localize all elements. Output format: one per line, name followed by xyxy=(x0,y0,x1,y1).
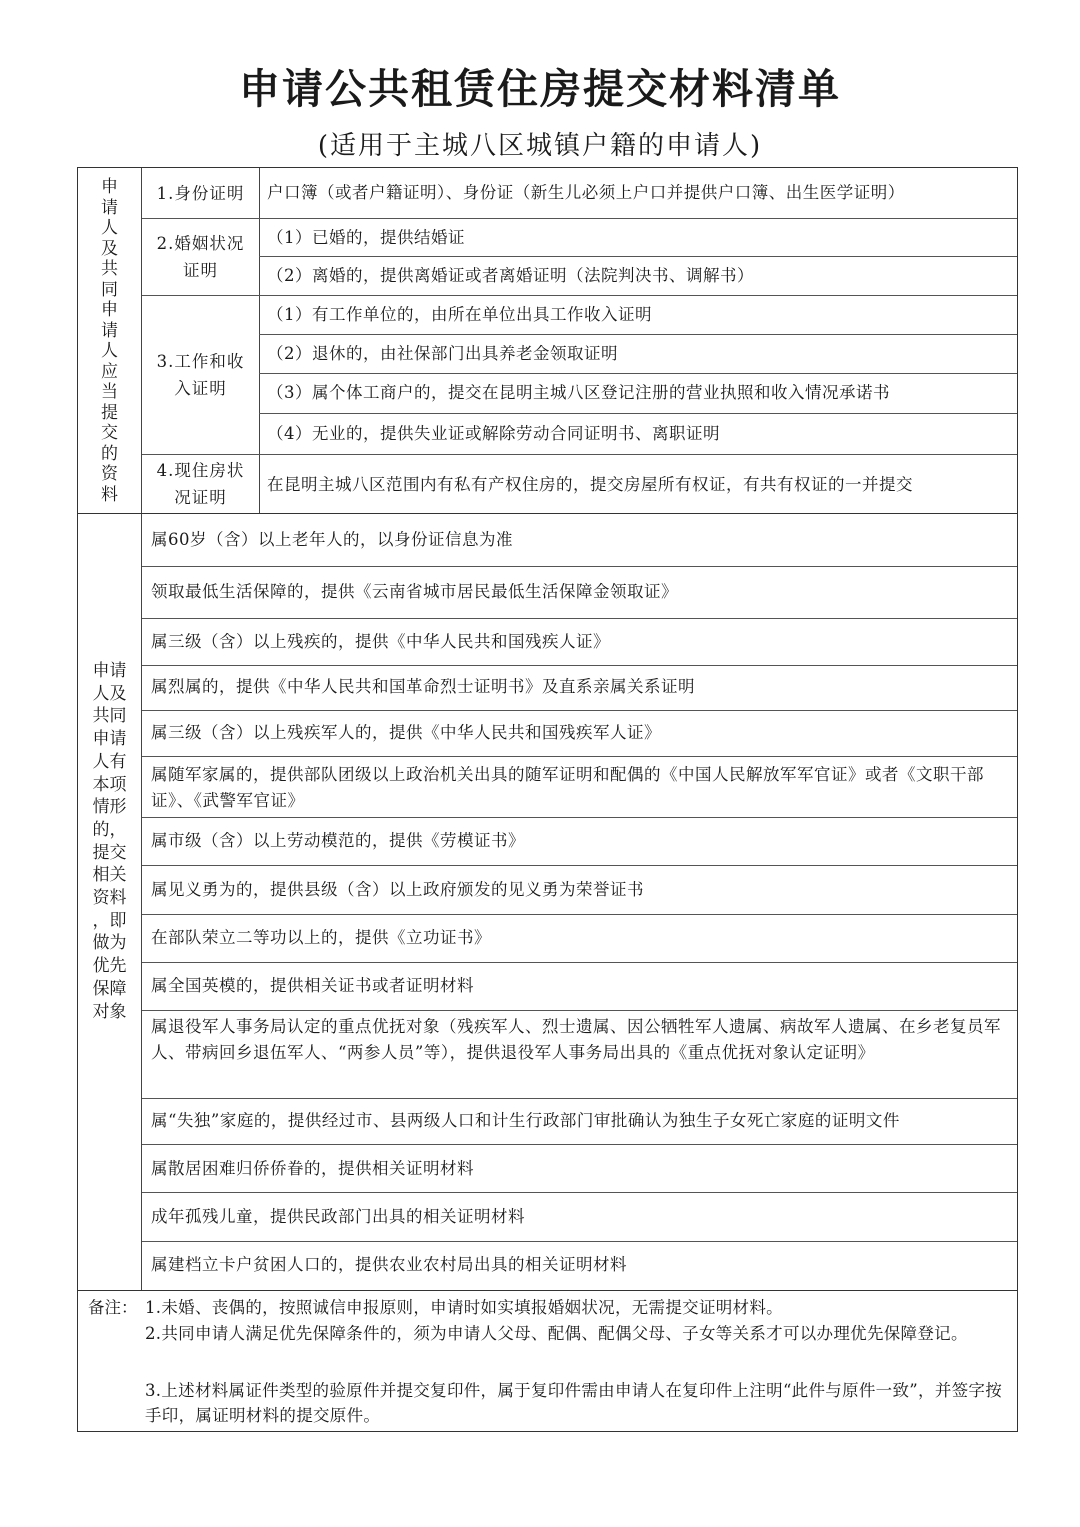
document-title: 申请公共租赁住房提交材料清单 xyxy=(239,65,841,113)
priority-item: 属随军家属的，提供部队团级以上政治机关出具的随军证明和配偶的《中国人民解放军军官证》或者《文职干部证》、《武警军官证》 xyxy=(151,765,984,810)
divider xyxy=(142,710,1017,711)
document-subtitle: (适用于主城八区城镇户籍的申请人) xyxy=(317,131,763,161)
income-item: （1）有工作单位的，由所在单位出具工作收入证明 xyxy=(267,305,652,324)
note-item: 3.上述材料属证件类型的验原件并提交复印件，属于复印件需由申请人在复印件上注明“此件与原件一致”，并签字按手印，属证明材料的提交原件。 xyxy=(145,1381,1003,1425)
priority-item: 属退役军人事务局认定的重点优抚对象（残疾军人、烈士遗属、因公牺牲军人遗属、病故军人遗属、在乡老复员军人、带病回乡退伍军人、“两参人员”等），提供退役军人事务局出具的《重点优抚对象认定证明》 xyxy=(151,1017,1001,1062)
marital-item: （2）离婚的，提供离婚证或者离婚证明（法院判决书、调解书） xyxy=(267,266,754,285)
priority-item: 属见义勇为的，提供县级（含）以上政府颁发的见义勇为荣誉证书 xyxy=(151,880,644,899)
priority-item: 属“失独”家庭的，提供经过市、县两级人口和计生行政部门审批确认为独生子女死亡家庭的证明文件 xyxy=(151,1111,900,1130)
note-item: 2.共同申请人满足优先保障条件的，须为申请人父母、配偶、配偶父母、子女等关系才可以办理优先保障登记。 xyxy=(145,1324,968,1343)
divider xyxy=(142,665,1017,666)
income-item: （3）属个体工商户的，提交在昆明主城八区登记注册的营业执照和收入情况承诺书 xyxy=(267,383,890,402)
priority-item: 领取最低生活保障的，提供《云南省城市居民最低生活保障金领取证》 xyxy=(151,582,678,601)
divider xyxy=(259,256,1017,257)
divider xyxy=(142,962,1017,963)
priority-item: 属市级（含）以上劳动模范的，提供《劳模证书》 xyxy=(151,831,525,850)
divider xyxy=(259,168,260,513)
category-identity: 1.身份证明 xyxy=(156,184,245,203)
priority-item: 属三级（含）以上残疾的，提供《中华人民共和国残疾人证》 xyxy=(151,632,610,651)
divider xyxy=(142,817,1017,818)
divider xyxy=(259,373,1017,374)
category-marital: 2.婚姻状况证明 xyxy=(156,234,245,280)
divider xyxy=(142,1144,1017,1145)
priority-item: 在部队荣立二等功以上的，提供《立功证书》 xyxy=(151,928,491,947)
section2-label: 申请 人及 共同 申请 人有 本项 情形 的， 提交 相关 资料 ，即 做为 优先 保障 对象 xyxy=(92,661,127,1022)
section1-label: 申 请 人 及 共 同 申 请 人 应 当 提 交 的 资 料 xyxy=(101,177,118,505)
income-item: （2）退休的，由社保部门出具养老金领取证明 xyxy=(267,344,618,363)
divider xyxy=(142,454,1017,455)
priority-item: 属烈属的，提供《中华人民共和国革命烈士证明书》及直系亲属关系证明 xyxy=(151,677,695,696)
housing-item: 在昆明主城八区范围内有私有产权住房的，提交房屋所有权证，有共有权证的一并提交 xyxy=(267,475,913,494)
divider xyxy=(259,413,1017,414)
divider xyxy=(142,295,1017,296)
income-item: （4）无业的，提供失业证或解除劳动合同证明书、离职证明 xyxy=(267,424,720,443)
marital-item: （1）已婚的，提供结婚证 xyxy=(267,228,465,247)
divider xyxy=(142,865,1017,866)
priority-item: 属三级（含）以上残疾军人的，提供《中华人民共和国残疾军人证》 xyxy=(151,723,661,742)
priority-item: 属建档立卡户贫困人口的，提供农业农村局出具的相关证明材料 xyxy=(151,1255,627,1274)
note-item: 1.未婚、丧偶的，按照诚信申报原则，申请时如实填报婚姻状况，无需提交证明材料。 xyxy=(145,1298,783,1317)
divider xyxy=(142,618,1017,619)
divider xyxy=(259,334,1017,335)
divider xyxy=(142,756,1017,757)
divider xyxy=(141,514,142,1290)
divider xyxy=(142,914,1017,915)
identity-item: 户口簿（或者户籍证明）、身份证（新生儿必须上户口并提供户口簿、出生医学证明） xyxy=(267,183,905,202)
divider xyxy=(142,1241,1017,1242)
category-housing: 4.现住房状况证明 xyxy=(156,461,245,507)
priority-item: 属60岁（含）以上老年人的，以身份证信息为准 xyxy=(151,530,513,549)
priority-item: 成年孤残儿童，提供民政部门出具的相关证明材料 xyxy=(151,1207,525,1226)
divider xyxy=(142,1098,1017,1099)
notes-label: 备注： xyxy=(88,1298,138,1317)
divider xyxy=(142,1192,1017,1193)
divider xyxy=(142,1010,1017,1011)
divider xyxy=(142,566,1017,567)
category-income: 3.工作和收入证明 xyxy=(156,352,245,398)
priority-item: 属散居困难归侨侨眷的，提供相关证明材料 xyxy=(151,1159,474,1178)
priority-item: 属全国英模的，提供相关证书或者证明材料 xyxy=(151,976,474,995)
divider xyxy=(142,218,1017,219)
